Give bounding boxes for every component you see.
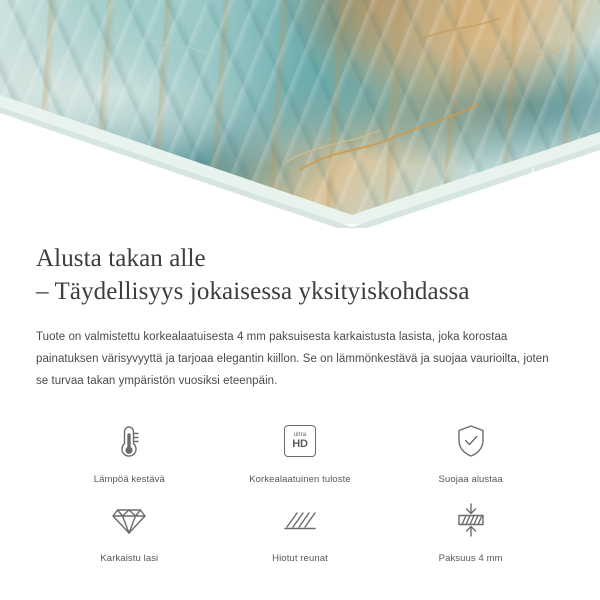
ultra-hd-badge-top: ultra: [293, 432, 307, 438]
feature-label: Paksuus 4 mm: [438, 553, 503, 564]
thickness-arrows-icon: [452, 497, 490, 543]
feature-item-print-quality: [215, 418, 386, 485]
page-title: [36, 242, 564, 308]
feature-grid: [36, 418, 564, 564]
feature-label: Korkealaatuinen tuloste: [249, 474, 351, 485]
headline-line-2: – Täydellisyys jokaisessa yksityiskohdassa: [36, 278, 470, 305]
headline-line-1: Alusta takan alle: [36, 245, 206, 272]
feature-item-heat-resistant: [44, 418, 215, 485]
feature-label: Karkaistu lasi: [100, 553, 159, 564]
hero-image: [0, 0, 600, 228]
thermometer-icon: [112, 418, 146, 464]
feature-item-tempered-glass: [44, 497, 215, 564]
body-paragraph: Tuote on valmistettu korkealaatuisesta 4 mm paksuisesta karkaistusta lasista, joka korostaa painatuksen värisyvyyttä ja tarjoaa elegantin kiillon. Se on lämmönkestävä ja suojaa vaurioilta, joten se turvaa takan ympäristön vuosiksi eteenpäin.: [36, 331, 549, 387]
ultra-hd-icon: [284, 418, 316, 464]
feature-item-protects-surface: [385, 418, 556, 485]
ultra-hd-badge-bottom: HD: [292, 438, 308, 450]
feature-label: Lämpöä kestävä: [93, 474, 165, 485]
diamond-icon: [109, 497, 149, 543]
feature-item-polished-edges: [215, 497, 386, 564]
polished-edges-icon: [281, 497, 319, 543]
feature-label: Hiotut reunat: [272, 553, 328, 564]
feature-label: Suojaa alustaa: [438, 474, 503, 485]
content-block: [0, 242, 600, 564]
shield-check-icon: [453, 418, 489, 464]
feature-item-thickness: [385, 497, 556, 564]
